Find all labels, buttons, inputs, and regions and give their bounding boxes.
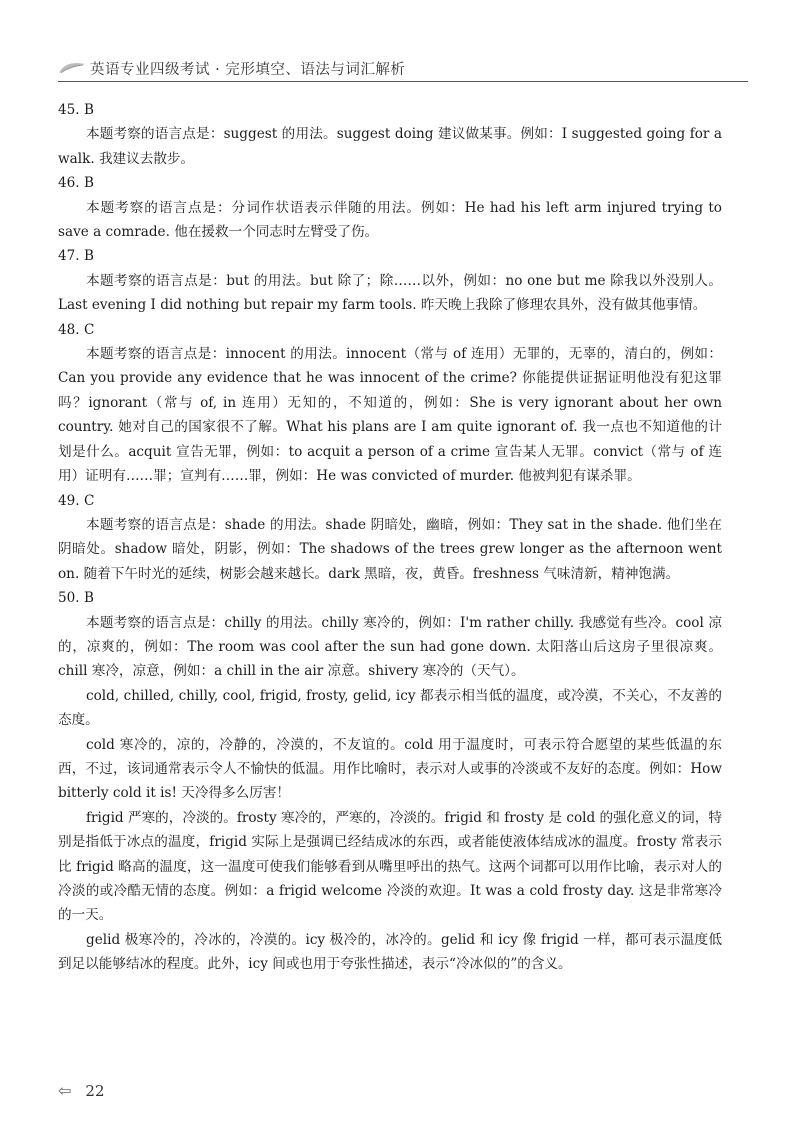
back-arrow-icon: ⇦ xyxy=(58,1081,72,1100)
question-number: 49. C xyxy=(58,492,95,509)
question-number: 46. B xyxy=(58,175,94,192)
header-title: 英语专业四级考试 · 完形填空、语法与词汇解析 xyxy=(90,61,406,78)
explanation-paragraph: 本题考察的语言点是：suggest 的用法。suggest doing 建议做某事。例如：I suggested going for a walk. 我建议去散步。 xyxy=(58,126,722,167)
question-number: 50. B xyxy=(58,590,94,607)
question-number: 45. B xyxy=(58,102,94,118)
answer-explanations xyxy=(58,98,722,977)
explanation-paragraph: frigid 严寒的，冷淡的。frosty 寒冷的，严寒的，冷淡的。frigid 和 frosty 是 cold 的强化意义的词，特别是指低于冰点的温度，frigid 实际上是强调已经结成冰的东西，或者能使液体结成冰的温度。frosty 常表示比 frigid 略高的温度，这一温度可使我们能够看到从嘴里呼出的热气。这两个词都可以用作比喻，表示对人的冷淡的或冷酷无情的态度。例如：a frigid welcome 冷淡的欢迎。It was a cold frosty day. 这是非常寒冷的一天。 xyxy=(58,809,722,924)
explanation-paragraph: 本题考察的语言点是：but 的用法。but 除了；除……以外，例如：no one but me 除我以外没别人。Last evening I did nothing but repair my farm tools. 昨天晚上我除了修理农具外，没有做其他事情。 xyxy=(58,272,722,314)
running-header xyxy=(58,56,748,80)
explanation-paragraph: gelid 极寒冷的，冷冰的，冷漠的。icy 极冷的，冰冷的。gelid 和 icy 像 frigid 一样，都可表示温度低到足以能够结冰的程度。此外，icy 间或也用于夸张性描述，表示“冷冰似的”的含义。 xyxy=(58,931,722,973)
page-footer xyxy=(58,1081,105,1100)
explanation-paragraph: 本题考察的语言点是：chilly 的用法。chilly 寒冷的，例如：I'm rather chilly. 我感觉有些冷。cool 凉的，凉爽的，例如：The room was cool after the sun had gone down. 太阳落山后这房子里很凉爽。chill 寒冷，凉意，例如：a chill in the air 凉意。shivery 寒冷的（天气）。 xyxy=(58,614,722,680)
explanation-paragraph: 本题考察的语言点是：innocent 的用法。innocent（常与 of 连用）无罪的，无辜的，清白的，例如：Can you provide any evidence that he was innocent of the crime? 你能提供证据证明他没有犯这罪吗？ignorant（常与 of, in 连用）无知的，不知道的，例如：She is very ignorant about her own country. 她对自己的国家很不了解。What his plans are I am quite ignorant of. 我一点也不知道他的计划是什么。acquit 宣告无罪，例如：to acquit a person of a crime 宣告某人无罪。convict（常与 of 连用）证明有……罪；宣判有……罪，例如：He was convicted of murder. 他被判犯有谋杀罪。 xyxy=(58,346,722,485)
header-divider xyxy=(58,81,748,82)
question-number: 48. C xyxy=(58,321,95,338)
explanation-paragraph: cold, chilled, chilly, cool, frigid, frosty, gelid, icy 都表示相当低的温度，或冷漠，不关心，不友善的态度。 xyxy=(58,687,722,729)
question-number: 47. B xyxy=(58,248,94,265)
leaf-ornament-icon xyxy=(58,61,86,75)
page-number: 22 xyxy=(85,1081,105,1100)
explanation-paragraph: 本题考察的语言点是：分词作状语表示伴随的用法。例如：He had his left arm injured trying to save a comrade. 他在援救一个同志时左臂受了伤。 xyxy=(58,199,722,241)
explanation-paragraph: 本题考察的语言点是：shade 的用法。shade 阴暗处，幽暗，例如：They sat in the shade. 他们坐在阴暗处。shadow 暗处，阴影，例如：The shadows of the trees grew longer as the afternoon went on. 随着下午时光的延续，树影会越来越长。dark 黑暗，夜，黄昏。freshness 气味清新，精神饱满。 xyxy=(58,516,722,582)
explanation-paragraph: cold 寒冷的，凉的，冷静的，冷漠的，不友谊的。cold 用于温度时，可表示符合愿望的某些低温的东西，不过，该词通常表示令人不愉快的低温。用作比喻时，表示对人或事的冷淡或不友好的态度。例如：How bitterly cold it is! 天冷得多么厉害！ xyxy=(58,736,722,802)
